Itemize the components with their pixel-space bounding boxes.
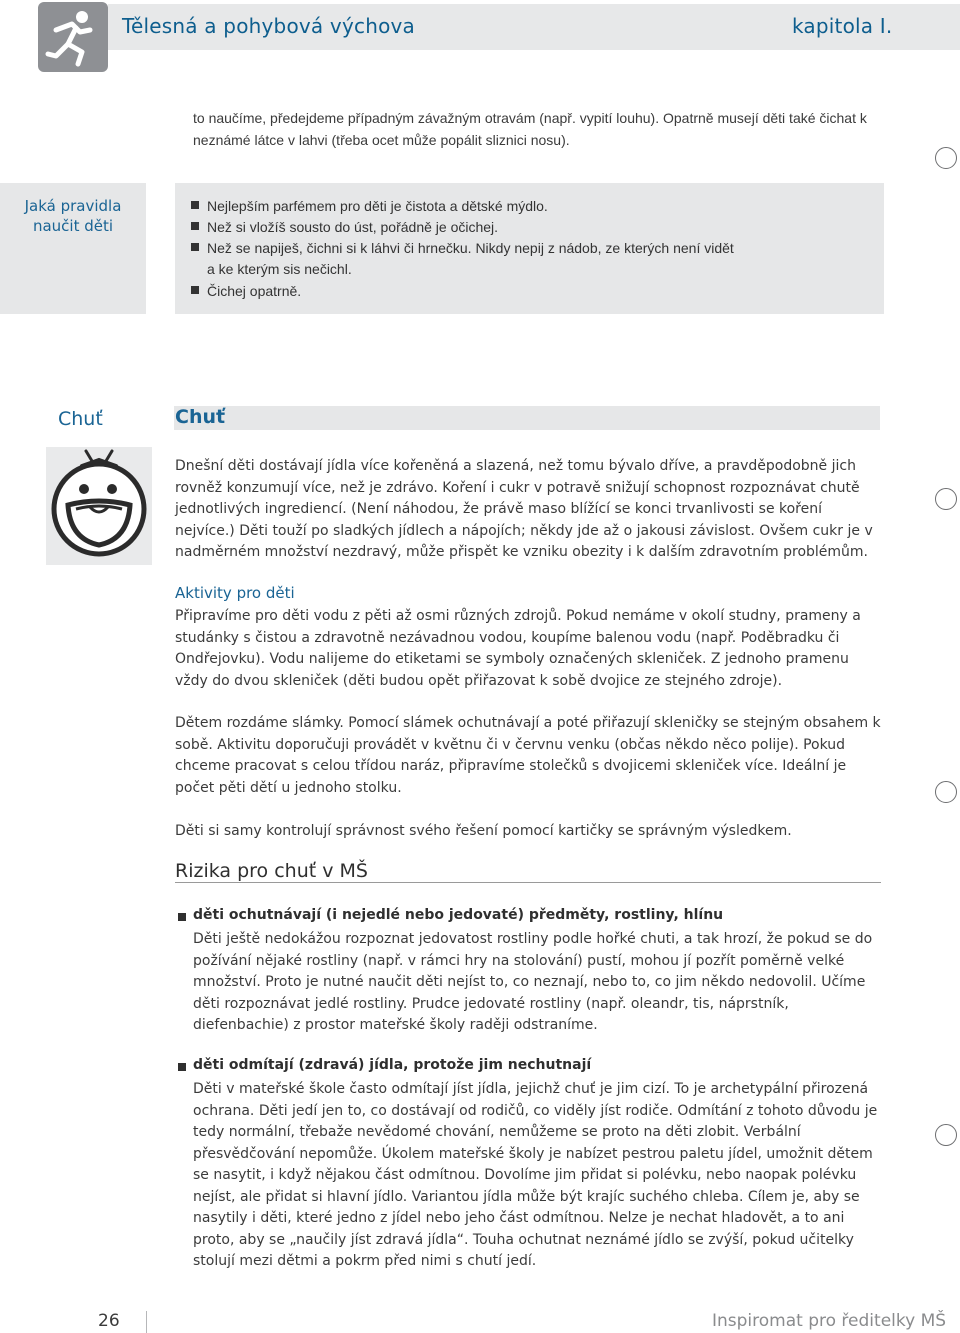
intro-paragraph: to naučíme, předejdeme případným závažným otravám (např. vypití louhu). Opatrně musejí děti také čichat k neznámé látce v lahvi (třeba ocet může popálit sliznici nosu). (193, 110, 867, 148)
rule-item: Čichej opatrně. (207, 283, 302, 299)
footer-divider (146, 1311, 147, 1333)
logo (38, 2, 108, 72)
running-figure-icon (38, 2, 108, 72)
rule-item: Než se napiješ, čichni si k láhvi či hrnečku. Nikdy nepij z nádob, ze kterých není vidět (207, 240, 734, 256)
bullet-icon (191, 243, 199, 251)
activities-paragraph: Připravíme pro děti vodu z pěti až osmi různých zdrojů. Pokud nemáme v okolí studny, prameny a studánky s čistou a zdravotně nezávadnou vodou, koupíme balenou vodu (např. Poděbradku či Ondřejovku). Vodu nalijeme do etiketami se symboly označených skleniček. Z jednoho pramenu vždy do dvou skleniček (děti budou opět přiřazovat k sobě dvojice ze stejného zdroje). (175, 608, 861, 689)
bullet-icon (191, 286, 199, 294)
activities-paragraph: Děti si samy kontrolují správnost svého řešení pomocí kartičky se správným výsledkem. (175, 823, 792, 839)
page-number: 26 (98, 1311, 120, 1331)
punch-hole-icon (935, 781, 957, 803)
risks-title: Rizika pro chuť v MŠ (175, 860, 368, 882)
rules-box-label: Jaká pravidla naučit děti (24, 197, 122, 235)
punch-hole-icon (935, 147, 957, 169)
bullet-icon (191, 201, 199, 209)
activities-title: Aktivity pro děti (175, 584, 295, 602)
bullet-icon (191, 222, 199, 230)
chapter-label: kapitola I. (792, 14, 893, 38)
risk-paragraph: Děti v mateřské škole často odmítají jíst jídla, jejichž chuť je jim cizí. To je archetypální přirozená ochrana. Děti jedí jen to, co dostávají od rodičů, co viděly jíst rodiče. Odmítání z tohoto důvodu je tedy normální, třebaže nevědomé chování, nemůžeme se proto na děti zlobit. Verbální přesvědčování nepomůže. Úkolem mateřské školy je nabízet pestrou paletu jídel, umožnit dětem se nasytit, i když nějakou část odmítnou. Dovolíme jim přidat si polévku, nebo naopak polévku nejíst, ale přidat si hlavní jídlo. Variantou jídla může být krajíc suchého chleba. Cílem je, aby se nasytily i děti, které jedno z jídel nebo jeho část odmítnou. Nelze je nechat hladovět, a to ani proto, aby se „naučily jíst zdravá jídla“. Touha ochutnat neznámé jídlo se zvýší, pokud učitelky stolují mezi dětmi a pokrm před nimi s chutí jedí. (193, 1081, 878, 1269)
risk-heading: děti ochutnávají (i nejedlé nebo jedovaté) předměty, rostliny, hlínu (193, 907, 724, 923)
rule-item: Než si vložíš sousto do úst, pořádně je očichej. (207, 219, 499, 235)
divider (175, 882, 881, 883)
punch-hole-icon (935, 488, 957, 510)
activities-paragraph: Dětem rozdáme slámky. Pomocí slámek ochutnávají a poté přiřazují skleničky se stejným obsahem k sobě. Aktivitu doporučuji provádět v květnu či v červnu venku (občas někdo něco polije). Pokud chceme pracovat s celou třídou naráz, připravíme stolečků s dvojicemi skleniček více. Ideální je počet pěti dětí u jednoho stolku. (175, 715, 881, 796)
rule-item: a ke kterým sis nečichl. (207, 261, 352, 277)
risk-heading: děti odmítají (zdravá) jídla, protože jim nechutnají (193, 1057, 592, 1073)
punch-hole-icon (935, 1124, 957, 1146)
bullet-icon (178, 913, 186, 921)
section-heading-bar (174, 406, 880, 430)
section-side-label: Chuť (58, 408, 103, 430)
section-heading: Chuť (175, 406, 226, 428)
footer-brand: Inspiromat pro ředitelky MŠ (712, 1311, 947, 1331)
section-paragraph: Dnešní děti dostávají jídla více kořeněná a slazená, než tomu bývalo dříve, a pravděpodobně jich rovněž konzumují více, než je zdrávo. Koření i cukr v potravě snižují schopnost rozpoznávat chutě jednotlivých ingrediencí. (Není náhodou, že právě maso blížící se konci trvanlivosti se koření nejvíce.) Děti touží po sladkých jídlech a nápojích; někdy jde až o jakousi závislost. Ovšem cukr je v nadměrném množství nezdravý, může přispět ke vzniku obezity i k dalším zdravotním problémům. (175, 458, 873, 560)
tasting-face-icon (46, 447, 152, 565)
page-title: Tělesná a pohybová výchova (122, 14, 416, 38)
rule-item: Nejlepším parfémem pro děti je čistota a dětské mýdlo. (207, 198, 548, 214)
bullet-icon (178, 1063, 186, 1071)
risk-paragraph: Děti ještě nedokážou rozpoznat jedovatost rostliny podle hořké chuti, a tak hrozí, že pokud se do požívání nějaké rostliny (např. v rámci hry na stolování) pustí, mohou jí pozřít poměrně velké množství. Proto je nutné naučit děti nejíst to, co neznají, nebo to, co jim někdo nedovolil. Učíme děti rozpoznávat jedlé rostliny. Prudce jedovaté rostliny (např. oleandr, tis, náprstník, diefenbachie) z prostor mateřské školy raději odstraníme. (193, 931, 873, 1033)
